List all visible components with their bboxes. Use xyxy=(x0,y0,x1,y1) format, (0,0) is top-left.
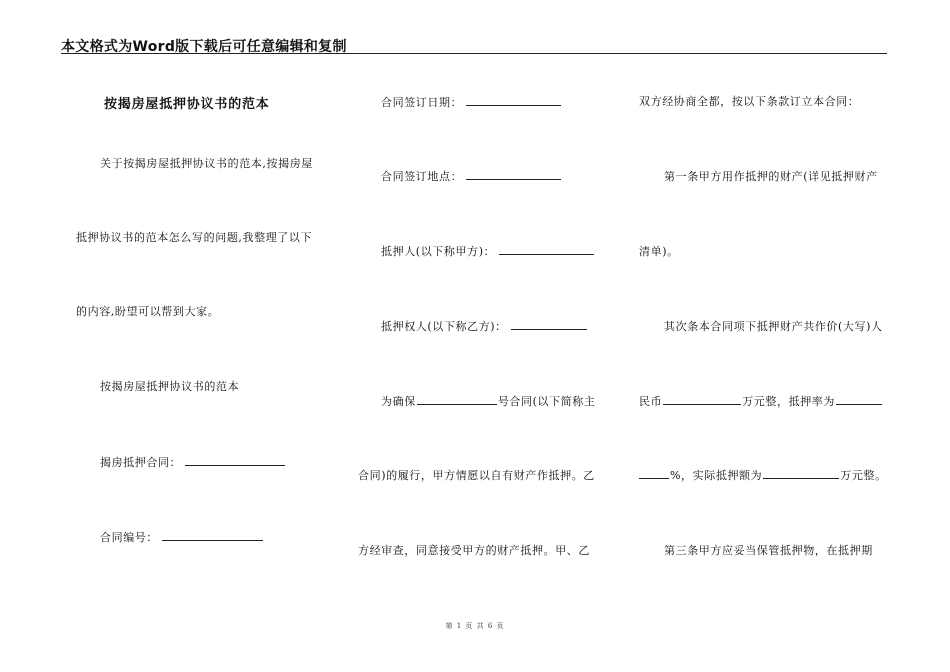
percent-text-a: %，实际抵押额为 xyxy=(670,469,763,482)
intro-line-3: 的内容,盼望可以帮到大家。 xyxy=(76,305,220,318)
intro-line-2: 抵押协议书的范本怎么写的问题,我整理了以下 xyxy=(76,231,313,244)
article-3-line: 第三条甲方应妥当保管抵押物，在抵押期 xyxy=(664,544,873,557)
contract-number-line xyxy=(100,529,263,545)
signing-date-line xyxy=(381,94,561,110)
signing-place-label: 合同签订地点： xyxy=(381,170,463,183)
banner-divider xyxy=(61,53,887,54)
section-subtitle: 按揭房屋抵押协议书的范本 xyxy=(100,380,240,393)
mortgagee-label: 抵押权人(以下称乙方)： xyxy=(381,320,507,333)
page-indicator: 第 1 页 共 6 页 xyxy=(445,622,505,630)
contract-no-blank xyxy=(417,393,497,405)
secure-contract-text-a: 为确保 xyxy=(381,395,416,408)
percent-blank xyxy=(639,467,669,479)
rmb-text-b: 万元整，抵押率为 xyxy=(742,395,836,408)
mortgagor-line xyxy=(381,243,594,259)
rmb-text-a: 民币 xyxy=(639,395,663,408)
percent-text-b: 万元整。 xyxy=(840,469,887,482)
secure-contract-line xyxy=(381,393,596,409)
mortgagor-label: 抵押人(以下称甲方)： xyxy=(381,245,496,258)
contract-title-blank xyxy=(185,454,285,466)
contract-number-label: 合同编号： xyxy=(100,531,158,544)
body-line-g: 方经审查，同意接受甲方的财产抵押。甲、乙 xyxy=(358,544,590,557)
right-line-a: 双方经协商全都，按以下条款订立本合同： xyxy=(639,95,860,108)
contract-title-label: 揭房抵押合同： xyxy=(100,456,182,469)
intro-line-1: 关于按揭房屋抵押协议书的范本,按揭房屋 xyxy=(100,157,313,170)
secure-contract-text-b: 号合同(以下简称主 xyxy=(497,395,596,408)
actual-amount-blank xyxy=(763,467,839,479)
body-line-f: 合同)的履行，甲方情愿以自有财产作抵押。乙 xyxy=(358,469,595,482)
contract-number-blank xyxy=(162,529,263,541)
mortgage-rate-blank xyxy=(836,393,882,405)
signing-date-blank xyxy=(466,94,561,106)
signing-place-blank xyxy=(466,168,561,180)
document-banner: 本文格式为Word版下载后可任意编辑和复制 xyxy=(61,39,347,55)
percent-line xyxy=(639,467,887,483)
article-2-line: 其次条本合同项下抵押财产共作价(大写)人 xyxy=(664,320,883,333)
document-title: 按揭房屋抵押协议书的范本 xyxy=(104,97,270,112)
valuation-blank xyxy=(663,393,741,405)
rmb-line xyxy=(639,393,883,409)
contract-title-line xyxy=(100,454,285,470)
mortgagee-line xyxy=(381,318,587,334)
mortgagee-blank xyxy=(511,318,587,330)
mortgagor-blank xyxy=(499,243,594,255)
signing-place-line xyxy=(381,168,561,184)
right-line-c: 清单)。 xyxy=(639,245,679,258)
article-1-line: 第一条甲方用作抵押的财产(详见抵押财产 xyxy=(664,170,878,183)
signing-date-label: 合同签订日期： xyxy=(381,96,463,109)
